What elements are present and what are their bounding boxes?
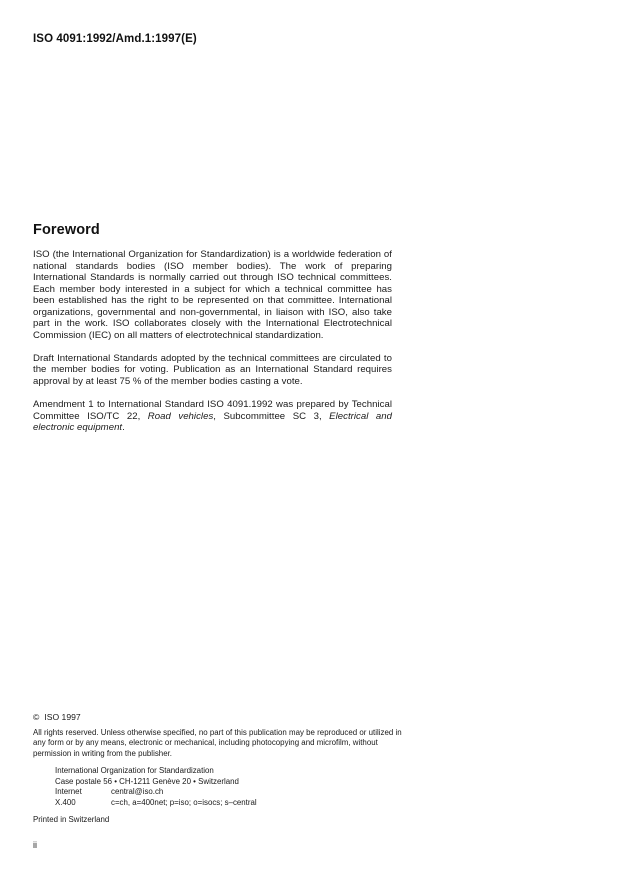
amendment-committee-title: Road vehicles <box>147 410 214 422</box>
address-internet-value: central@iso.ch <box>111 787 164 797</box>
address-x400-value: c=ch, a=400net; p=iso; o=isocs; s–central <box>111 798 257 807</box>
foreword-paragraph-amendment <box>33 399 392 434</box>
foreword-body <box>33 249 392 434</box>
amendment-text-part-1: Amendment 1 to International Standard ISO 4091.1992 was prepared by Technical Committee ISO/TC 22, <box>33 399 392 422</box>
document-header-reference: ISO 4091:1992/Amd.1:1997(E) <box>33 33 197 45</box>
address-postal: Case postale 56 • CH-1211 Genève 20 • Switzerland <box>55 776 239 786</box>
amendment-text-part-2: , Subcommittee SC 3, <box>213 410 330 422</box>
address-x400 <box>55 798 408 809</box>
foreword-paragraph-1: ISO (the International Organization for Standardization) is a worldwide federation of national standards bodies (ISO member bodies). The work of preparing International Standards is normally carried out through ISO technical committees. Each member body interested in a subject for which a technical committee has been established has the right to be represented on that committee. International organizations, governmental and non-governmental, in liaison with ISO, also take part in the work. ISO collaborates closely with the International Electrotechnical Commission (IEC) on all matters of electrotechnical standardization. <box>33 249 392 341</box>
amendment-text-part-3: . <box>122 422 125 434</box>
copyright-holder: ISO 1997 <box>44 712 81 722</box>
rights-statement: All rights reserved. Unless otherwise specified, no part of this publication may be reproduced or utilized in any form or by any means, electronic or mechanical, including photocopying and microfilm, without permission in writing from the publisher. <box>33 728 402 758</box>
page-number: ii <box>33 840 37 850</box>
address-internet-label: Internet <box>55 787 82 797</box>
copyright-line <box>33 712 408 722</box>
colophon <box>33 712 408 825</box>
printed-in-statement: Printed in Switzerland <box>33 814 110 824</box>
address-x400-label: X.400 <box>55 798 76 807</box>
page-title: Foreword <box>33 221 100 238</box>
address-internet <box>55 787 408 798</box>
amendment-subcommittee-title: Electrical and electronic equipment <box>33 410 393 434</box>
address-organization: International Organization for Standardization <box>55 766 214 776</box>
copyright-icon: © <box>33 712 40 722</box>
foreword-paragraph-2: Draft International Standards adopted by the technical committees are circulated to the member bodies for voting. Publication as an International Standard requires approval by at least 75 % of the member bodies casting a vote. <box>33 352 392 387</box>
publisher-address <box>55 766 408 808</box>
